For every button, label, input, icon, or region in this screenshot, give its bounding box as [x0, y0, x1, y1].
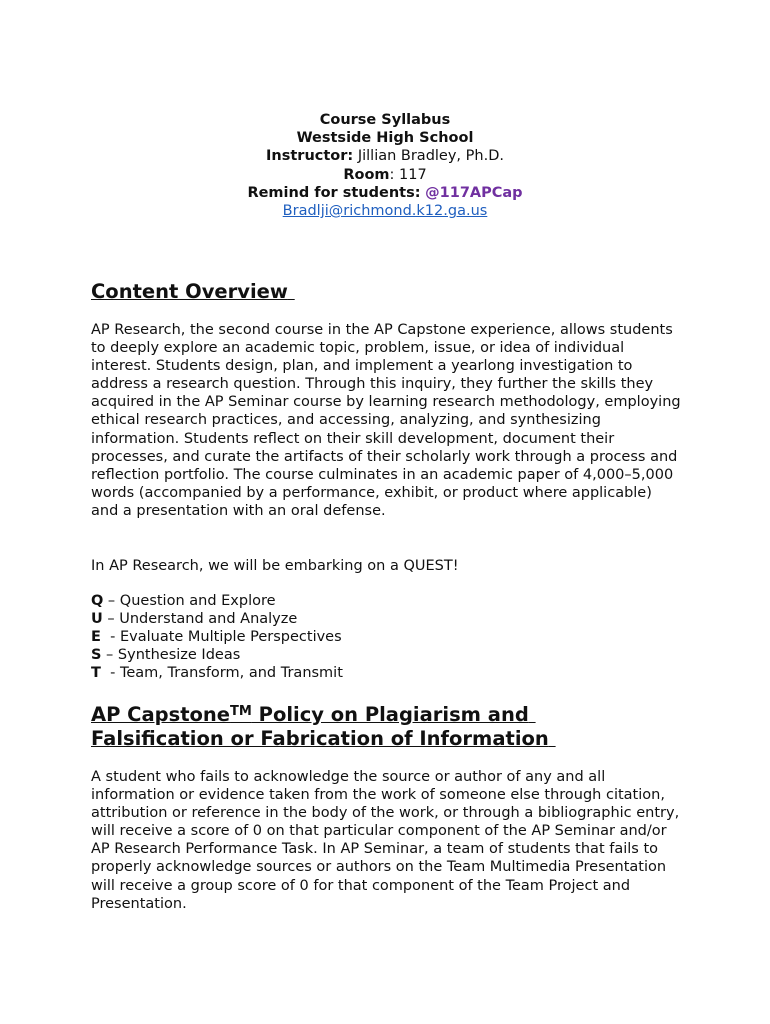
- quest-text: – Question and Explore: [103, 593, 276, 609]
- email-link[interactable]: Bradlji@richmond.k12.ga.us: [282, 203, 488, 220]
- school-name: Westside High School: [296, 130, 474, 147]
- instructor-label: Instructor:: [266, 148, 354, 165]
- quest-letter: U: [91, 611, 103, 627]
- policy-heading-line2: [91, 727, 556, 751]
- quest-item-s: [91, 646, 343, 664]
- policy-heading-line2-text: Falsification or Fabrication of Information: [91, 727, 549, 750]
- email-line: [0, 202, 770, 220]
- remind-handle: @117APCap: [425, 184, 523, 201]
- policy-heading: [91, 703, 536, 727]
- quest-item-q: [91, 592, 343, 610]
- quest-letter: T: [91, 665, 101, 681]
- quest-letter: E: [91, 629, 101, 645]
- content-overview-heading: [91, 280, 295, 304]
- quest-intro: In AP Research, we will be embarking on a QUEST!: [91, 558, 459, 574]
- quest-letter: S: [91, 647, 102, 663]
- quest-text: - Team, Transform, and Transmit: [100, 665, 343, 681]
- quest-text: – Understand and Analyze: [102, 611, 298, 627]
- syllabus-header: [0, 111, 770, 220]
- room-line: [0, 166, 770, 184]
- instructor-name: Jillian Bradley, Ph.D.: [357, 148, 504, 165]
- quest-text: - Evaluate Multiple Perspectives: [100, 629, 342, 645]
- policy-heading-part1: AP Capstone: [91, 703, 231, 726]
- quest-item-e: [91, 628, 343, 646]
- trademark-mark: TM: [230, 704, 252, 719]
- course-title: Course Syllabus: [319, 112, 451, 128]
- instructor-line: [0, 147, 770, 165]
- policy-heading-part2: Policy on Plagiarism and: [251, 703, 529, 726]
- content-overview-heading-text: Content Overview: [91, 280, 288, 303]
- quest-letter: Q: [91, 593, 104, 609]
- quest-item-t: [91, 664, 343, 682]
- policy-paragraph: A student who fails to acknowledge the source or author of any and all information or evidence taken from the work of someone else through citation, attribution or reference in the body of the work, or through a bibliographic entry, will receive a score of 0 on that particular component of the AP Seminar and/or AP Research Performance Task. In AP Seminar, a team of students that fails to properly acknowledge sources or authors on the Team Multimedia Presentation will receive a group score of 0 for that component of the Team Project and Presentation.: [91, 769, 680, 912]
- remind-line: [0, 184, 770, 202]
- quest-text: – Synthesize Ideas: [101, 647, 241, 663]
- room-label: Room: [343, 166, 390, 183]
- content-overview-paragraph: AP Research, the second course in the AP Capstone experience, allows students to deeply explore an academic topic, problem, issue, or idea of individual interest. Students design, plan, and implement a yearlong investigation to address a research question. Through this inquiry, they further the skills they acquired in the AP Seminar course by learning research methodology, employing ethical research practices, and accessing, analyzing, and synthesizing information. Students reflect on their skill development, document their processes, and curate the artifacts of their scholarly work through a process and reflection portfolio. The course culminates in an academic paper of 4,000–5,000 words (accompanied by a performance, exhibit, or product where applicable) and a presentation with an oral defense.: [91, 322, 681, 519]
- remind-label: Remind for students:: [247, 184, 421, 201]
- quest-item-u: [91, 610, 343, 628]
- room-value: : 117: [389, 166, 427, 183]
- quest-list: [91, 592, 343, 682]
